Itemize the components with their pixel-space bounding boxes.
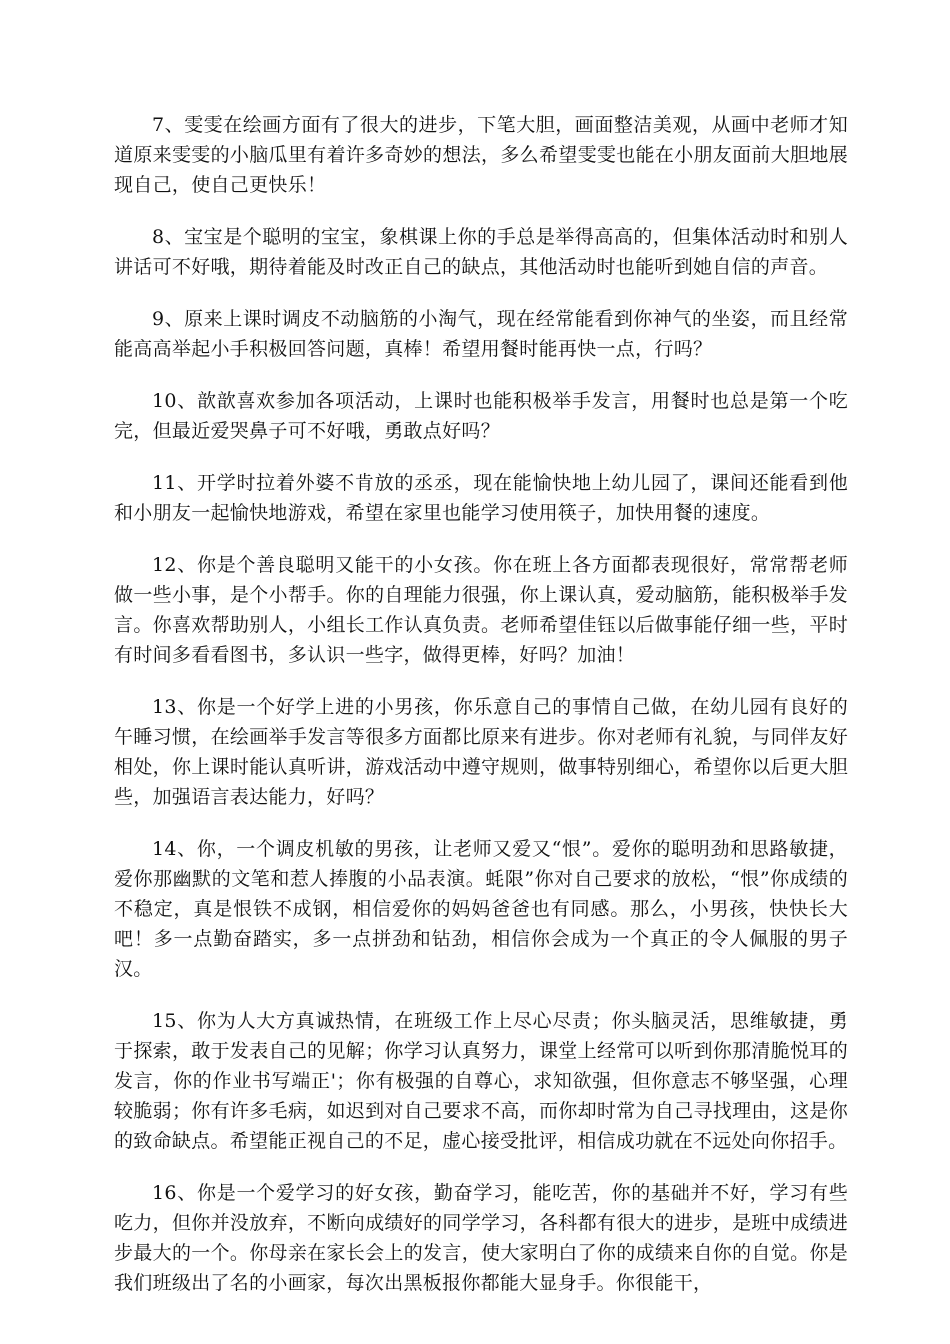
document-body xyxy=(114,110,848,1320)
comment-paragraph-14: 14、你，一个调皮机敏的男孩，让老师又爱又“恨”。爱你的聪明劲和思路敏捷，爱你那幽默的文笔和惹人捧腹的小品表演。蚝限”你对自己要求的放松，“恨”你成绩的不稳定，真是恨铁不成钢，相信爱你的妈妈爸爸也有同感。那么，小男孩，快快长大吧！多一点勤奋踏实，多一点拼劲和钻劲，相信你会成为一个真正的令人佩服的男子汉。 xyxy=(114,838,848,980)
comment-paragraph-12: 12、你是个善良聪明又能干的小女孩。你在班上各方面都表现很好，常常帮老师做一些小事，是个小帮手。你的自理能力很强，你上课认真，爱动脑筋，能积极举手发言。你喜欢帮助别人，小组长工作认真负责。老师希望佳钰以后做事能仔细一些，平时有时间多看看图书，多认识一些字，做得更棒，好吗？加油！ xyxy=(114,554,848,666)
comment-paragraph-10: 10、歆歆喜欢参加各项活动，上课时也能积极举手发言，用餐时也总是第一个吃完，但最近爱哭鼻子可不好哦，勇敢点好吗？ xyxy=(114,390,848,442)
comment-paragraph-11: 11、开学时拉着外婆不肯放的丞丞，现在能愉快地上幼儿园了，课间还能看到他和小朋友一起愉快地游戏，希望在家里也能学习使用筷子，加快用餐的速度。 xyxy=(114,472,848,524)
comment-paragraph-15: 15、你为人大方真诚热情，在班级工作上尽心尽责；你头脑灵活，思维敏捷，勇于探索，敢于发表自己的见解；你学习认真努力，课堂上经常可以听到你那清脆悦耳的发言，你的作业书写端正'；你有极强的自尊心，求知欲强，但你意志不够坚强，心理较脆弱；你有许多毛病，如迟到对自己要求不高，而你却时常为自己寻找理由，这是你的致命缺点。希望能正视自己的不足，虚心接受批评，相信成功就在不远处向你招手。 xyxy=(114,1010,848,1152)
comment-paragraph-7: 7、雯雯在绘画方面有了很大的进步，下笔大胆，画面整洁美观，从画中老师才知道原来雯雯的小脑瓜里有着许多奇妙的想法，多么希望雯雯也能在小朋友面前大胆地展现自己，使自己更快乐！ xyxy=(114,114,848,196)
comment-paragraph-16: 16、你是一个爱学习的好女孩，勤奋学习，能吃苦，你的基础并不好，学习有些吃力，但你并没放弃，不断向成绩好的同学学习，各科都有很大的进步，是班中成绩进步最大的一个。你母亲在家长会上的发言，使大家明白了你的成绩来自你的自觉。你是我们班级出了名的小画家，每次出黑板报你都能大显身手。你很能干， xyxy=(114,1182,848,1294)
comment-paragraph-9: 9、原来上课时调皮不动脑筋的小淘气，现在经常能看到你神气的坐姿，而且经常能高高举起小手积极回答问题，真棒！希望用餐时能再快一点，行吗？ xyxy=(114,308,848,360)
comment-paragraph-13: 13、你是一个好学上进的小男孩，你乐意自己的事情自己做，在幼儿园有良好的午睡习惯，在绘画举手发言等很多方面都比原来有进步。你对老师有礼貌，与同伴友好相处，你上课时能认真听讲，游戏活动中遵守规则，做事特别细心，希望你以后更大胆些，加强语言表达能力，好吗？ xyxy=(114,696,848,808)
comment-paragraph-8: 8、宝宝是个聪明的宝宝，象棋课上你的手总是举得高高的，但集体活动时和别人讲话可不好哦，期待着能及时改正自己的缺点，其他活动时也能听到她自信的声音。 xyxy=(114,226,848,278)
